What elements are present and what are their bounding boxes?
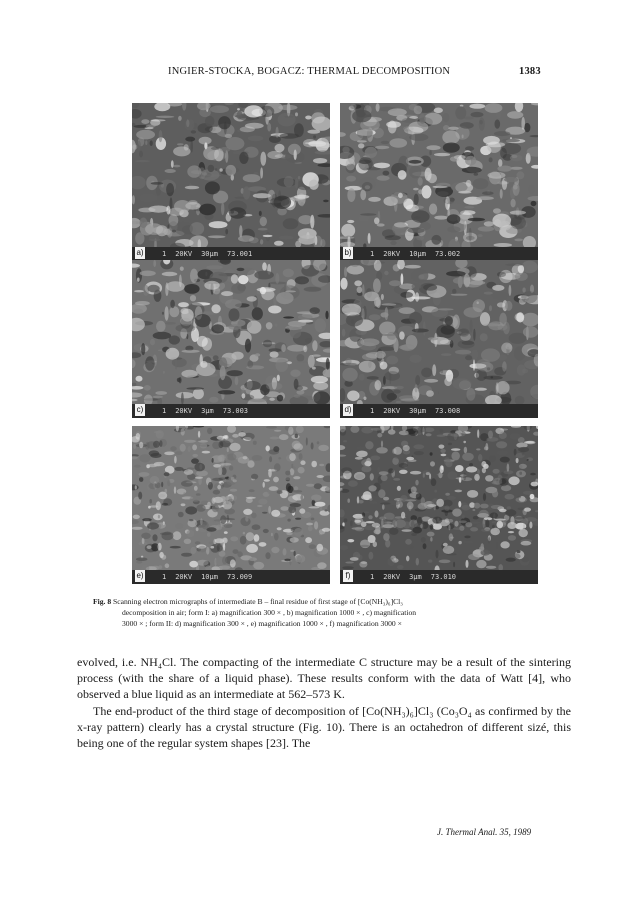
micrograph-image [340,426,538,584]
scalebar-length: 30µm [201,250,218,258]
micrograph-image [132,260,330,418]
micrograph-image [340,103,538,261]
scalebar-kv: 20KV [383,250,401,258]
micrograph-scalebar [132,247,330,261]
figure-caption [93,596,561,630]
micrograph-f [340,426,538,584]
running-title: INGIER-STOCKA, BOGACZ: THERMAL DECOMPOSITION [168,66,451,77]
scalebar-kv: 20KV [175,573,193,581]
micrograph-image [132,426,330,584]
micrograph-b [340,103,538,261]
paragraph: evolved, i.e. NH₄Cl. The compacting of the intermediate C structure may be a result of the sintering process (with the share of a liquid phase). These results conform with the data of Watt [4], who observed a blue liquid as an intermediate at 562–573 K. [77,655,571,702]
micrograph-scalebar [132,570,330,584]
caption-line-2: decomposition in air; form I: a) magnification 300 × , b) magnification 1000 × , c) magnification [122,608,417,618]
micrograph-c [132,260,330,418]
scalebar-code: 73.010 [430,573,457,581]
scalebar-code: 73.002 [434,250,461,258]
paragraph: The end-product of the third stage of decomposition of [Co(NH₃)₆]Cl₃ (Co₃O₄ as confirmed by the x-ray pattern) clearly has a crystal structure (Fig. 10). There is an octahedron of different sizé, this being one of the regular system shapes [23]. The [77,703,571,751]
micrograph-e [132,426,330,584]
micrograph-image [340,260,538,418]
panel-letter: b) [344,248,352,257]
scalebar-length: 3µm [201,407,214,415]
panel-letter: e) [136,571,144,580]
scalebar-marker: 1 [370,250,375,258]
micrograph-a [132,103,330,261]
micrograph-scalebar [340,570,538,584]
scalebar-marker: 1 [162,407,167,415]
scalebar-marker: 1 [162,573,167,581]
scalebar-code: 73.008 [434,407,461,415]
panel-letter: f) [343,570,353,582]
running-header [0,66,643,82]
scalebar-marker: 1 [370,573,375,581]
scalebar-kv: 20KV [175,407,193,415]
scalebar-length: 10µm [201,573,218,581]
scalebar-length: 10µm [409,250,426,258]
micrograph-scalebar [340,404,538,418]
scalebar-marker: 1 [162,250,167,258]
scalebar-kv: 20KV [175,250,193,258]
micrograph-scalebar [340,247,538,261]
caption-line-3: 3000 × ; form II: d) magnification 300 × , e) magnification 1000 × , f) magnification 3000 × [122,619,402,629]
page-number: 1383 [519,66,541,77]
scalebar-code: 73.003 [222,407,249,415]
body-text [77,654,571,751]
caption-line-1: Fig. 8 Scanning electron micrographs of intermediate B – final residue of first stage of [Co(NH₃)₆]Cl₃ [93,597,403,606]
panel-letter: a) [136,248,144,257]
micrograph-image [132,103,330,261]
panel-letter: d) [344,405,352,414]
journal-reference: J. Thermal Anal. 35, 1989 [437,827,532,837]
scalebar-length: 3µm [409,573,422,581]
micrograph-d [340,260,538,418]
scalebar-code: 73.009 [226,573,253,581]
scalebar-length: 30µm [409,407,426,415]
scalebar-kv: 20KV [383,407,401,415]
micrograph-scalebar [132,404,330,418]
figure-label: Fig. 8 [93,597,112,606]
scalebar-marker: 1 [370,407,375,415]
scalebar-code: 73.001 [226,250,253,258]
panel-letter: c) [136,405,144,414]
scalebar-kv: 20KV [383,573,401,581]
